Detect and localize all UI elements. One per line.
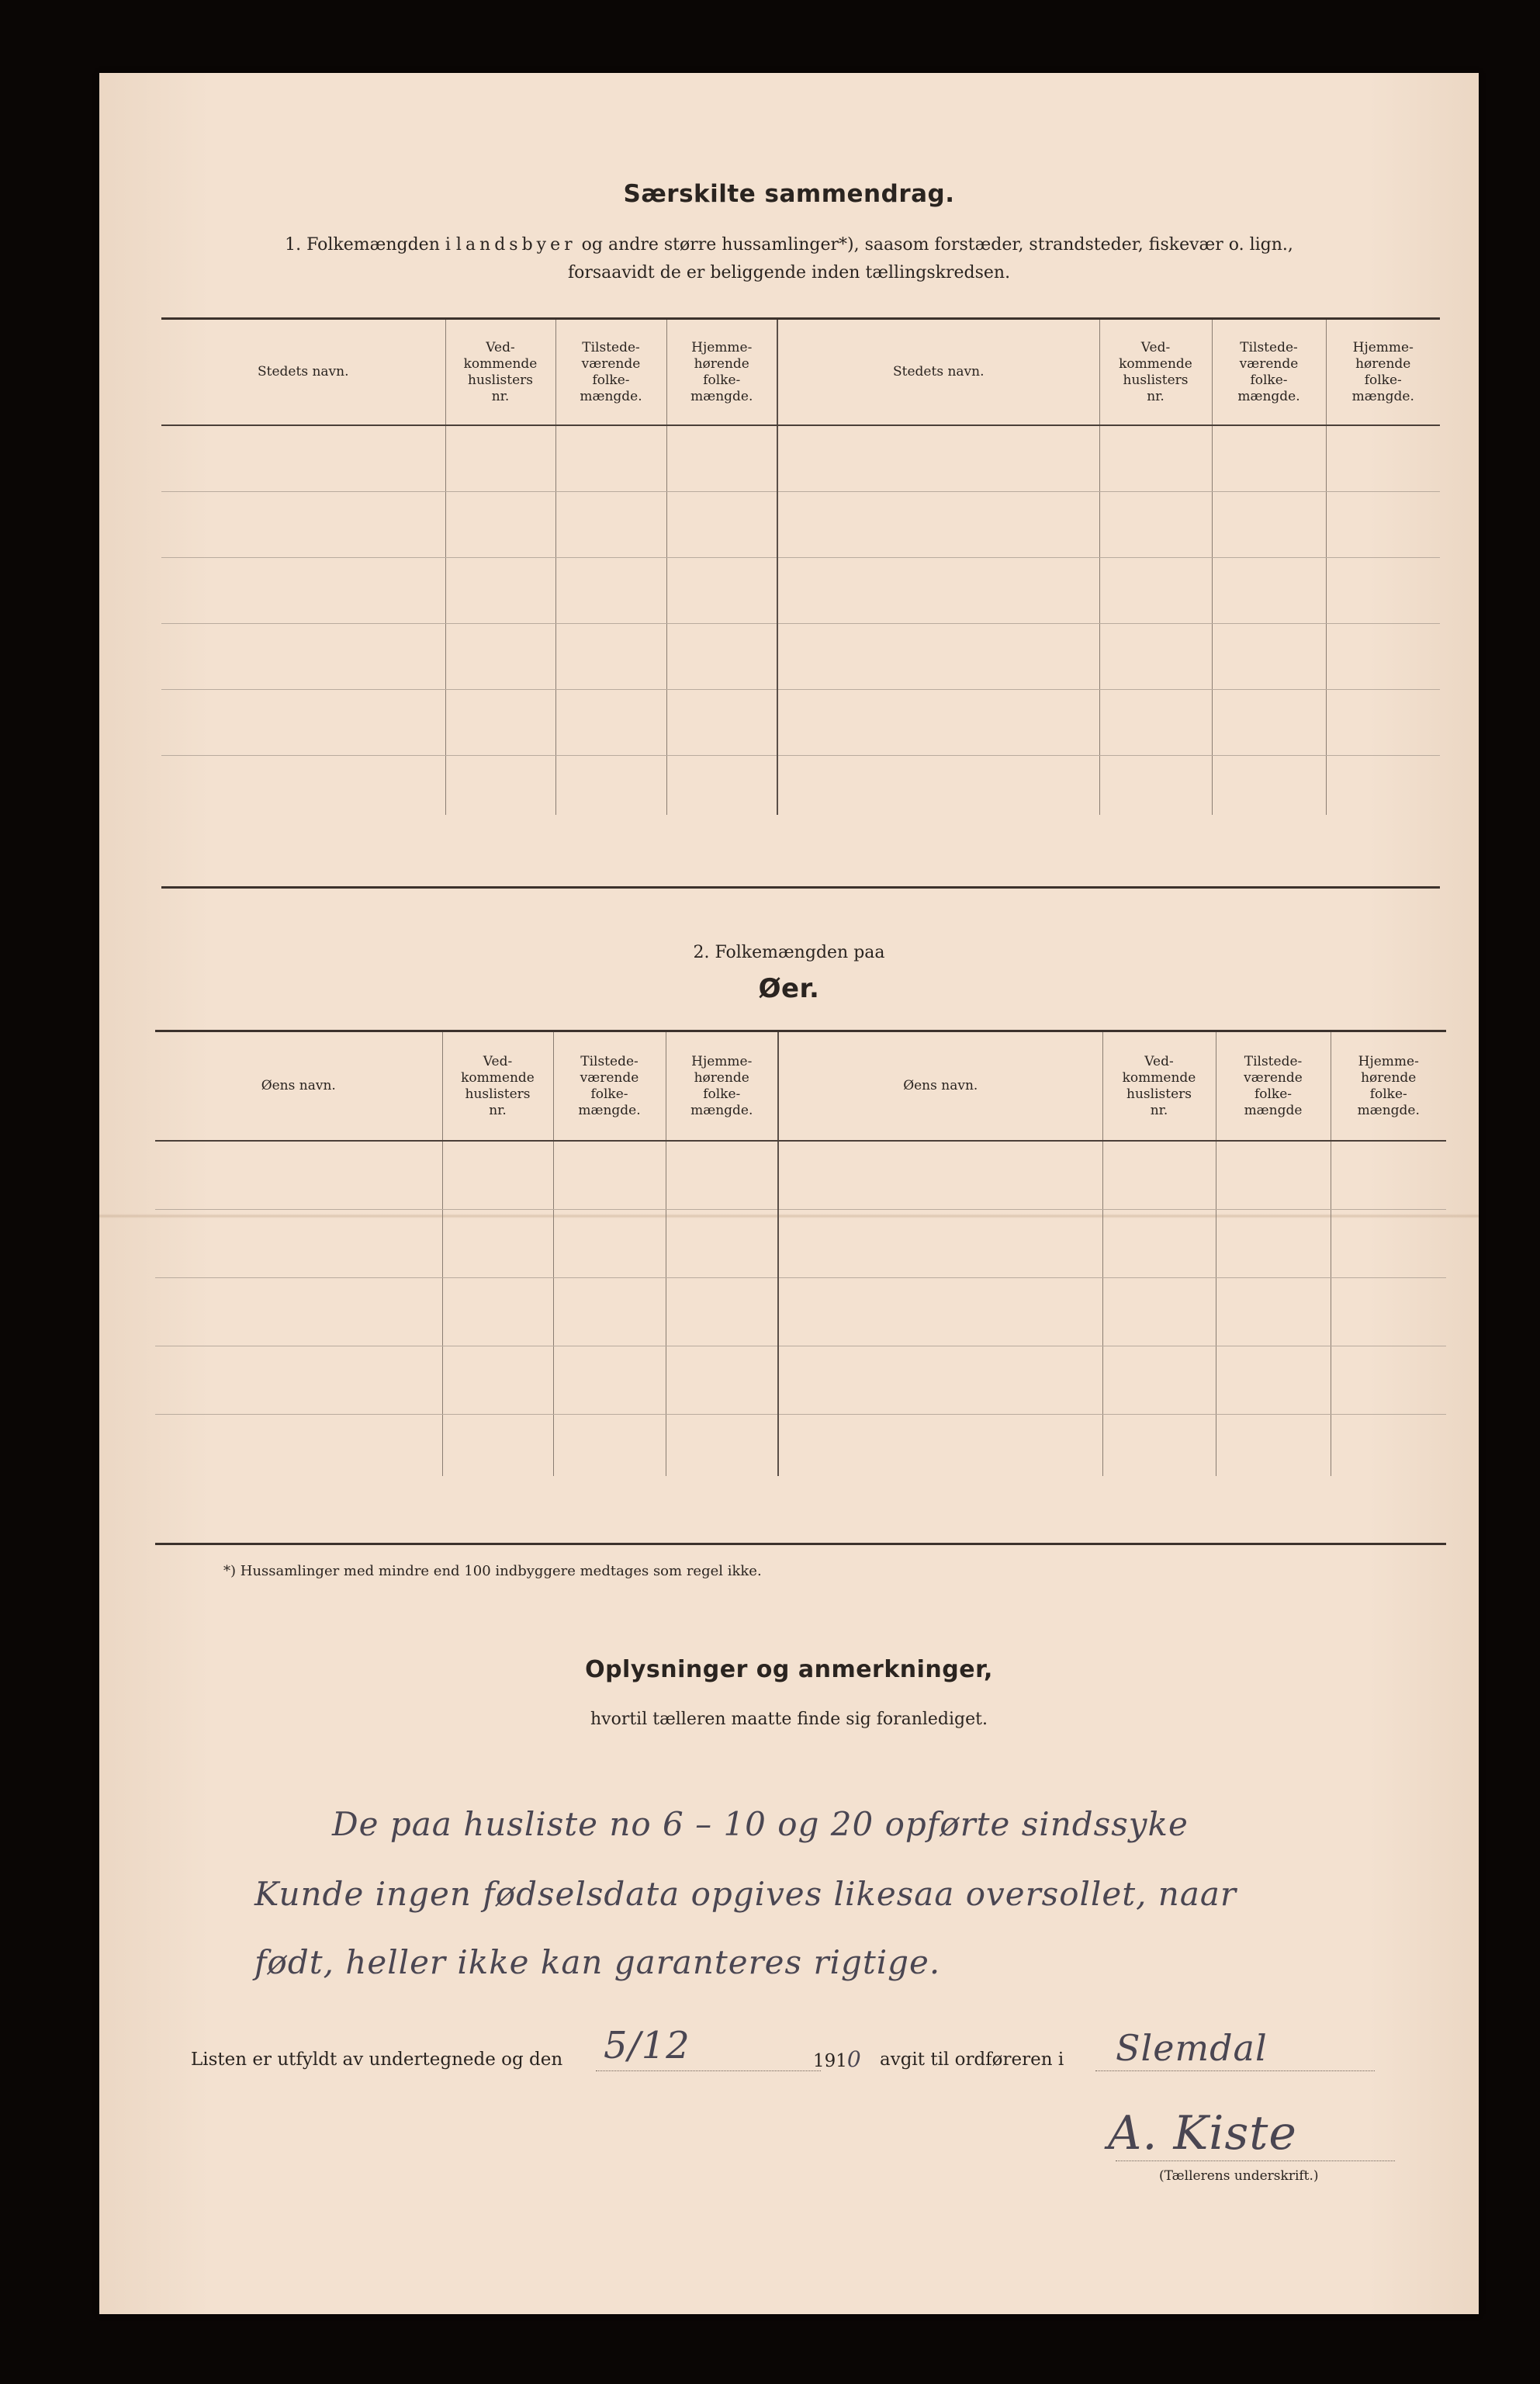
table-row (161, 623, 1440, 689)
year-printed: 191 (813, 2051, 847, 2071)
col-header-resident-population: Hjemme- hørende folke- mængde. (666, 1032, 778, 1141)
year-handwritten-digit: 0 (846, 2046, 862, 2072)
table-row (161, 557, 1440, 623)
handwritten-note-line3: født, heller ikke kan garanteres rigtige. (254, 1943, 941, 1981)
date-line (596, 2070, 821, 2071)
table-row (161, 491, 1440, 557)
signoff-year (813, 2046, 862, 2075)
handwritten-note-line2: Kunde ingen fødselsdata opgives likesaa oversollet, naar (254, 1875, 1237, 1913)
table-row (155, 1277, 1446, 1346)
table1-landsbyer (161, 320, 1440, 815)
handwritten-place: Slemdal (1116, 2027, 1268, 2069)
table1-bottom-rule (161, 886, 1440, 889)
handwritten-date: 5/12 (604, 2024, 690, 2067)
section1-number: 1. (285, 235, 302, 255)
section1-text-a: Folkemængden i (306, 235, 451, 255)
table2-bottom-rule (155, 1543, 1446, 1545)
col-header-present-population-2: Tilstede- værende folke- mængde (1216, 1032, 1331, 1141)
table-row (161, 755, 1440, 815)
col-header-place-name-2: Stedets navn. (777, 320, 1099, 425)
table2-islands (155, 1032, 1446, 1476)
section-title: Særskilte sammendrag. (623, 180, 955, 208)
col-header-resident-population-2: Hjemme- hørende folke- mængde. (1326, 320, 1440, 425)
signature-line (1116, 2160, 1395, 2161)
col-header-resident-population-2: Hjemme- hørende folke- mængde. (1331, 1032, 1446, 1141)
col-header-island-name: Øens navn. (155, 1032, 442, 1141)
col-header-list-number-2: Ved- kommende huslisters nr. (1099, 320, 1212, 425)
section1-intro-line2: forsaavidt de er beliggende inden tællingskredsen. (567, 263, 1011, 282)
table-row (161, 425, 1440, 491)
handwritten-note-line1: De paa husliste no 6 – 10 og 20 opførte sindssyke (332, 1805, 1189, 1843)
signature-caption: (Tællerens underskrift.) (1159, 2168, 1319, 2184)
col-header-present-population-2: Tilstede- værende folke- mængde. (1212, 320, 1326, 425)
section2-title: Øer. (758, 973, 820, 1004)
remarks-title: Oplysninger og anmerkninger, (585, 1656, 993, 1683)
table-row (161, 689, 1440, 755)
remarks-subtitle: hvortil tælleren maatte finde sig foranlediget. (590, 1710, 988, 1729)
handwritten-signature: A. Kiste (1108, 2106, 1297, 2160)
section1-text-b: og andre større hussamlinger*), saasom forstæder, strandsteder, fiskevær o. lign., (581, 235, 1293, 255)
table-row (155, 1346, 1446, 1414)
signoff-middle: avgit til ordføreren i (880, 2050, 1064, 2070)
signoff-prefix: Listen er utfyldt av undertegnede og den (191, 2050, 563, 2070)
col-header-present-population: Tilstede- værende folke- mængde. (555, 320, 666, 425)
table-row (155, 1209, 1446, 1277)
col-header-place-name: Stedets navn. (161, 320, 445, 425)
place-line (1095, 2070, 1375, 2071)
col-header-list-number-2: Ved- kommende huslisters nr. (1102, 1032, 1216, 1141)
section1-intro-line1 (99, 231, 1479, 259)
table-row (155, 1141, 1446, 1209)
col-header-resident-population: Hjemme- hørende folke- mængde. (666, 320, 777, 425)
table-row (155, 1414, 1446, 1476)
census-form-page (99, 73, 1479, 2314)
col-header-island-name-2: Øens navn. (778, 1032, 1102, 1141)
col-header-list-number: Ved- kommende huslisters nr. (442, 1032, 553, 1141)
col-header-present-population: Tilstede- værende folke- mængde. (553, 1032, 666, 1141)
section2-intro: 2. Folkemængden paa (693, 943, 885, 962)
col-header-list-number: Ved- kommende huslisters nr. (445, 320, 555, 425)
section1-spaced-word: landsbyer (455, 235, 576, 255)
footnote: *) Hussamlinger med mindre end 100 indbyggere medtages som regel ikke. (223, 1563, 762, 1579)
